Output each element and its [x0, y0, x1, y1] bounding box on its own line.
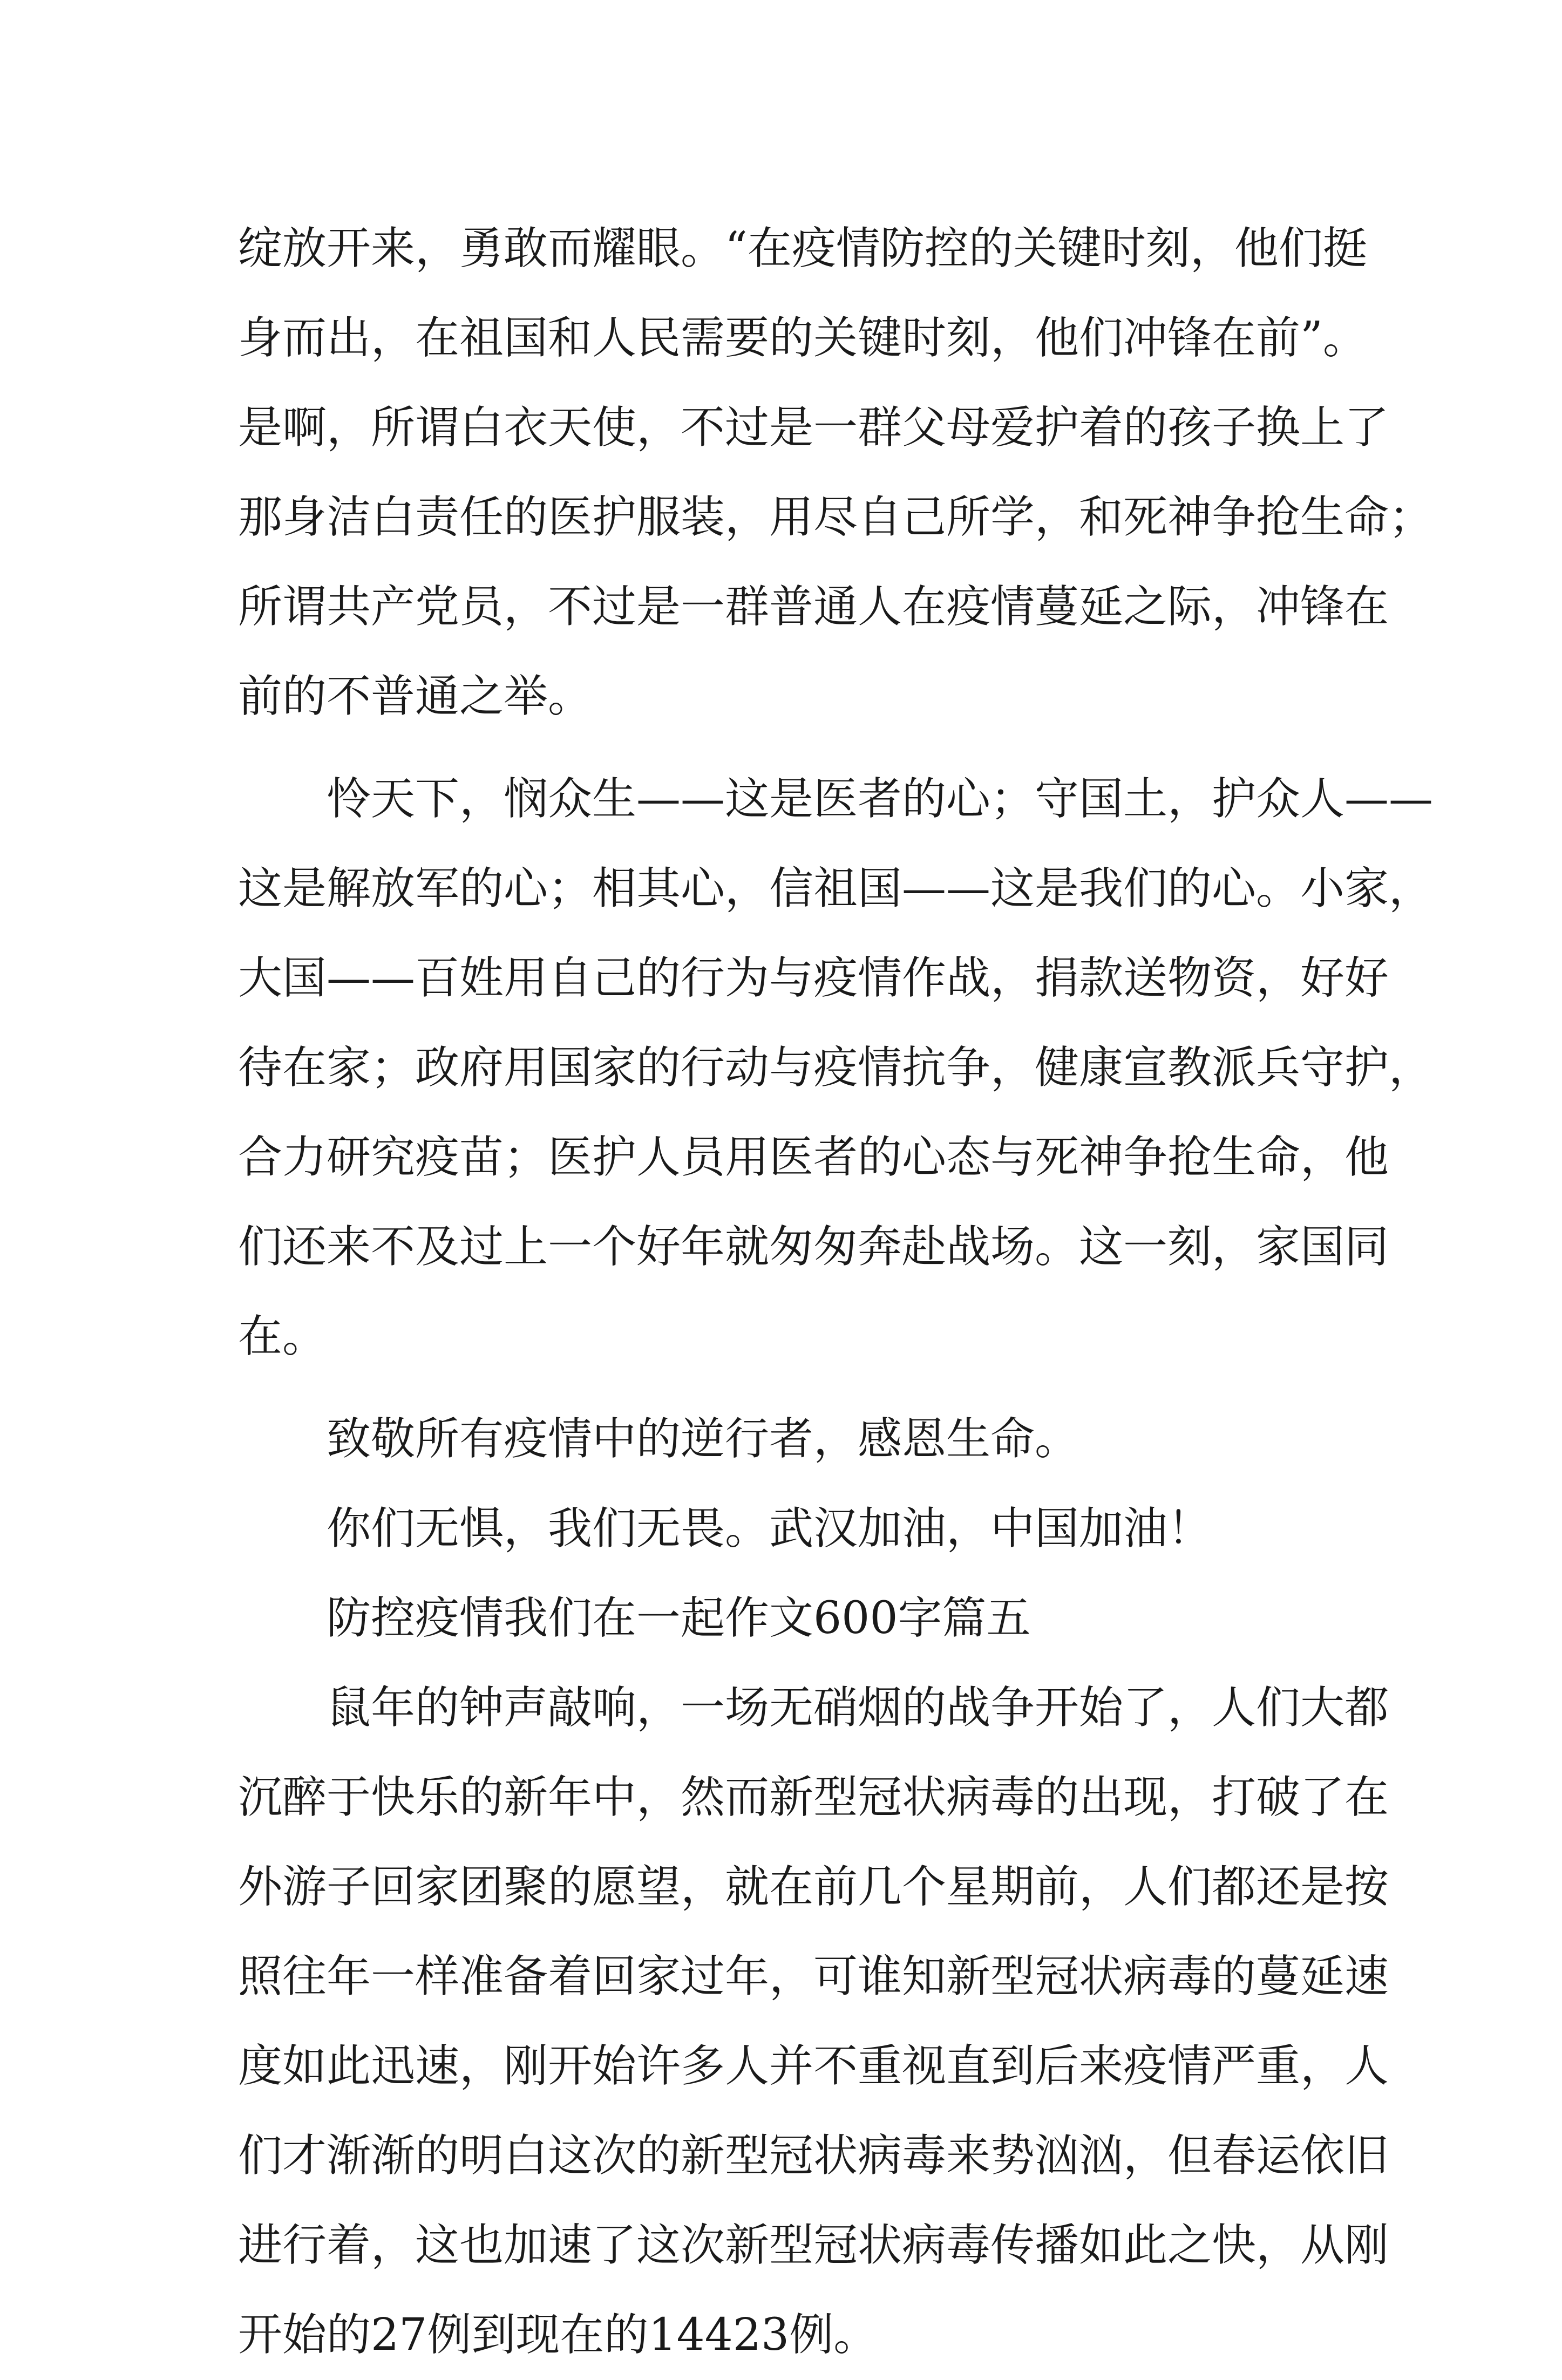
text-line: 致敬所有疫情中的逆行者，感恩生命。 — [327, 1413, 1079, 1465]
paragraph-4 — [238, 1484, 1339, 1574]
text-line: 绽放开来，勇敢而耀眼。“在疫情防控的关键时刻，他们挺 — [238, 223, 1367, 274]
text-line: 鼠年的钟声敲响，一场无硝烟的战争开始了，人们大都 — [327, 1682, 1389, 1733]
document-body — [238, 204, 1434, 2380]
text-line: 所谓共产党员，不过是一群普通人在疫情蔓延之际，冲锋在 — [238, 581, 1389, 633]
text-line: 开始的27例到现在的14423例。 — [238, 2309, 878, 2361]
text-line: 们才渐渐的明白这次的新型冠状病毒来势汹汹，但春运依旧 — [238, 2130, 1389, 2181]
text-line: 那身洁白责任的医护服装，用尽自己所学，和死神争抢生命； — [238, 492, 1434, 543]
text-line: 前的不普通之举。 — [238, 671, 593, 722]
text-line: 待在家；政府用国家的行动与疫情抗争，健康宣教派兵守护， — [238, 1042, 1434, 1093]
text-line: 沉醉于快乐的新年中，然而新型冠状病毒的出现，打破了在 — [238, 1772, 1389, 1823]
text-line: 身而出，在祖国和人民需要的关键时刻，他们冲锋在前”。 — [238, 312, 1367, 364]
text-line: 这是解放军的心；相其心，信祖国——这是我们的心。小家， — [238, 863, 1434, 914]
text-line: 你们无惧，我们无畏。武汉加油，中国加油！ — [327, 1503, 1212, 1554]
text-line: 怜天下，悯众生——这是医者的心；守国土，护众人—— — [327, 773, 1434, 825]
paragraph-1 — [238, 204, 1434, 742]
text-line: 外游子回家团聚的愿望，就在前几个星期前，人们都还是按 — [238, 1861, 1389, 1913]
heading-text: 防控疫情我们在一起作文600字篇五 — [327, 1593, 1031, 1644]
text-line: 合力研究疫苗；医护人员用医者的心态与死神争抢生命，他 — [238, 1132, 1389, 1183]
text-line: 进行着，这也加速了这次新型冠状病毒传播如此之快，从刚 — [238, 2220, 1389, 2271]
paragraph-3 — [238, 1395, 1339, 1484]
paragraph-2 — [238, 754, 1434, 1382]
text-line: 在。 — [238, 1311, 327, 1362]
text-line: 大国——百姓用自己的行为与疫情作战，捐款送物资，好好 — [238, 953, 1389, 1004]
section-heading — [238, 1574, 1339, 1663]
text-line: 照往年一样准备着回家过年，可谁知新型冠状病毒的蔓延速 — [238, 1951, 1389, 2002]
text-line: 是啊，所谓白衣天使，不过是一群父母爱护着的孩子换上了 — [238, 402, 1389, 453]
paragraph-6 — [238, 1663, 1389, 2380]
text-line: 度如此迅速，刚开始许多人并不重视直到后来疫情严重，人 — [238, 2041, 1389, 2092]
text-line: 们还来不及过上一个好年就匆匆奔赴战场。这一刻，家国同 — [238, 1221, 1389, 1273]
